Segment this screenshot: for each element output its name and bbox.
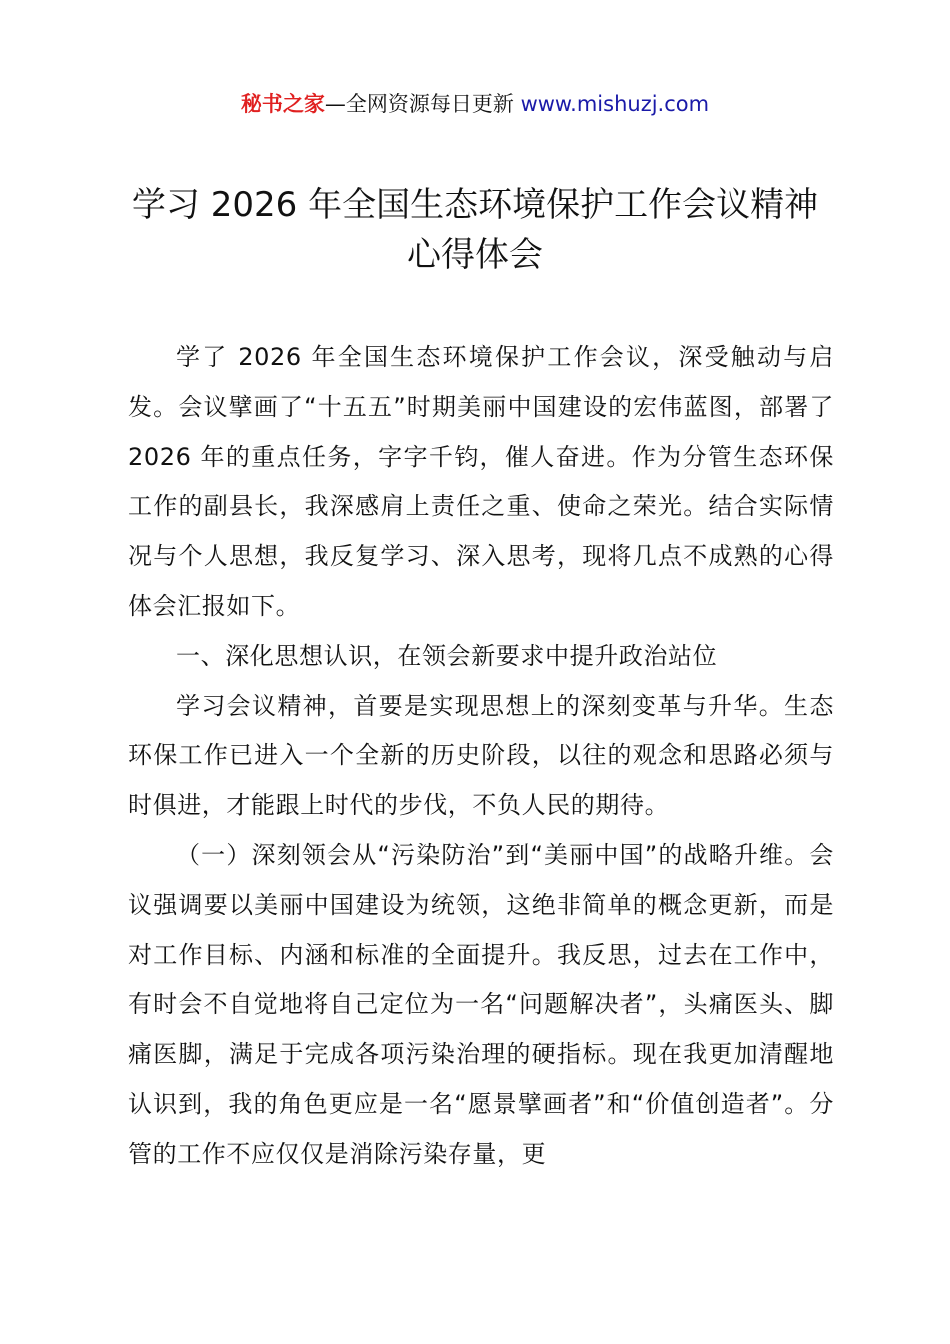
site-header [0,86,950,122]
document-title-line-2: 心得体会 [407,235,543,275]
section-heading-1: 一、深化思想认识，在领会新要求中提升政治站位 [176,641,718,670]
intro-paragraph: 学了 2026 年全国生态环境保护工作会议，深受触动与启发。会议擘画了“十五五”时期美丽中国建设的宏伟蓝图，部署了2026 年的重点任务，字字千钧，催人奋进。作为分管生态环保工作的副县长，我深感肩上责任之重、使命之荣光。结合实际情况与个人思想，我反复学习、深入思考，现将几点不成熟的心得体会汇报如下。 [128,343,834,620]
document-title-line-1: 学习 2026 年全国生态环境保护工作会议精神 [131,185,819,225]
header-url-link[interactable]: www.mishuzj.com [520,92,710,116]
section-paragraph: 学习会议精神，首要是实现思想上的深刻变革与升华。生态环保工作已进入一个全新的历史阶段，以往的观念和思路必须与时俱进，才能跟上时代的步伐，不负人民的期待。 [128,691,834,820]
header-brand: 秘书之家 [240,92,325,116]
header-tagline: —全网资源每日更新 [324,92,521,116]
document-title [60,180,890,280]
document-body [128,333,834,1180]
subsection-paragraph-1: （一）深刻领会从“污染防治”到“美丽中国”的战略升维。会议强调要以美丽中国建设为统领，这绝非简单的概念更新，而是对工作目标、内涵和标准的全面提升。我反思，过去在工作中，有时会不自觉地将自己定位为一名“问题解决者”，头痛医头、脚痛医脚，满足于完成各项污染治理的硬指标。现在我更加清醒地认识到，我的角色更应是一名“愿景擘画者”和“价值创造者”。分管的工作不应仅仅是消除污染存量，更 [128,840,834,1168]
